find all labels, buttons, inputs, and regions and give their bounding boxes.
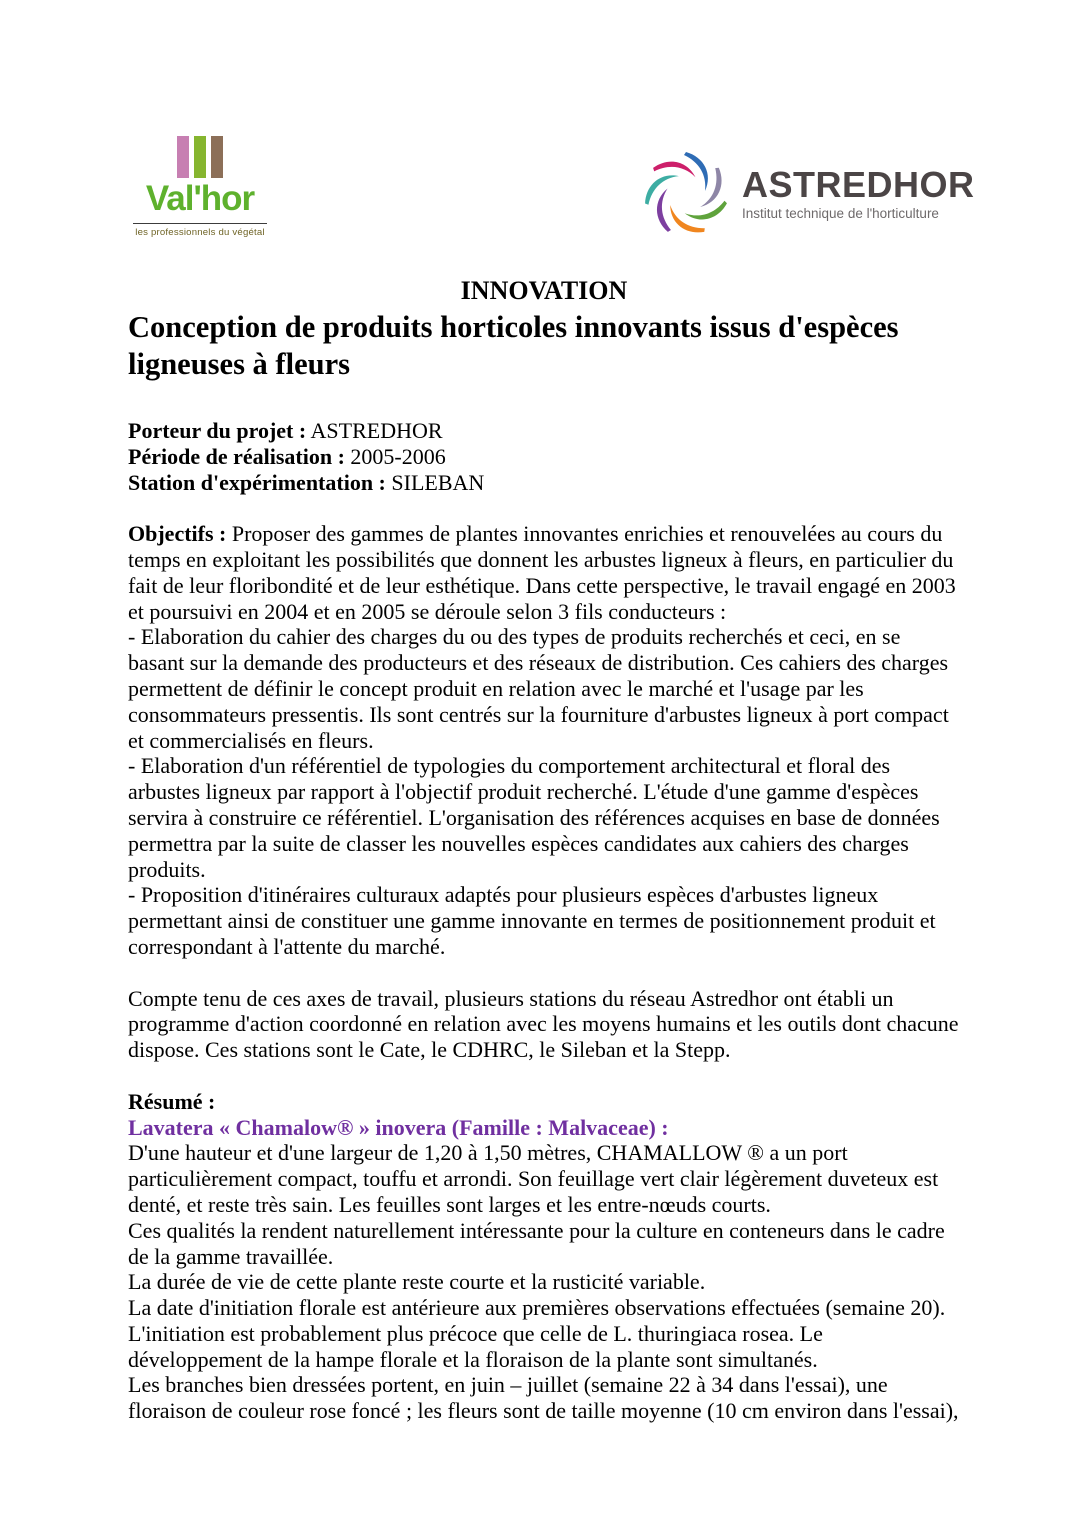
document-content: [128, 274, 960, 1424]
resume-paragraph: Les branches bien dressées portent, en juin – juillet (semaine 22 à 34 dans l'essai), une floraison de couleur rose foncé ; les fleurs sont de taille moyenne (10 cm environ dans l'essai),: [128, 1372, 959, 1424]
bullet-cahier-des-charges: - Elaboration du cahier des charges du ou des types de produits recherchés et ceci, en se basant sur la demande des producteurs et des réseaux de distribution. Ces cahiers des charges permettent de définir le concept produit en relation avec le marché et l'usage par les consommateurs pressentis. Ils sont centrés sur la fourniture d'arbustes ligneux à port compact et commercialisés en fleurs.: [128, 624, 949, 753]
objectifs-paragraph: [128, 521, 960, 624]
astredhor-flower-icon: [636, 144, 736, 244]
resume-paragraph: L'initiation est probablement plus précoce que celle de L. thuringiaca rosea. Le développement de la hampe florale et la floraison de la plante sont simultanés.: [128, 1320, 823, 1372]
resume-species-heading: Lavatera « Chamalow® » inovera (Famille : Malvaceae) :: [128, 1114, 669, 1140]
valhor-stripe-pink: [177, 136, 189, 178]
meta-row-periode: [128, 444, 960, 470]
meta-row-porteur: [128, 418, 960, 444]
objectifs-label: Objectifs :: [128, 521, 227, 547]
bullet-itineraires: - Proposition d'itinéraires culturaux adaptés pour plusieurs espèces d'arbustes ligneux permettant ainsi de constituer une gamme innovante en termes de positionnement produit et correspondant à l'attente du marché.: [128, 882, 936, 959]
valhor-tagline: les professionnels du végétal: [133, 223, 267, 238]
meta-value: 2005-2006: [350, 443, 446, 469]
valhor-stripe-brown: [211, 136, 223, 178]
meta-value: ASTREDHOR: [310, 418, 443, 443]
astredhor-logo-text: ASTREDHOR: [742, 164, 975, 205]
resume-paragraph: La date d'initiation florale est antérieure aux premières observations effectuées (semaine 20).: [128, 1295, 946, 1321]
resume-label: Résumé :: [128, 1088, 216, 1114]
valhor-stripe-green: [194, 136, 206, 178]
section-kicker: INNOVATION: [460, 276, 628, 305]
meta-label: Station d'expérimentation :: [128, 469, 386, 495]
meta-label: Porteur du projet :: [128, 418, 307, 443]
meta-row-station: [128, 470, 960, 496]
page-title: Conception de produits horticoles innovants issus d'espèces ligneuses à fleurs: [128, 310, 899, 381]
resume-paragraph: D'une hauteur et d'une largeur de 1,20 à 1,50 mètres, CHAMALLOW ® a un port particulièrement compact, touffu et arrondi. Son feuillage vert clair légèrement duveteux est denté, et reste très sain. Les feuilles sont larges et les entre-nœuds courts.: [128, 1140, 939, 1217]
astredhor-tagline: Institut technique de l'horticulture: [742, 206, 939, 221]
meta-label: Période de réalisation :: [128, 443, 345, 469]
resume-paragraph: La durée de vie de cette plante reste courte et la rusticité variable.: [128, 1269, 706, 1295]
project-meta: [128, 418, 960, 495]
resume-paragraph: Ces qualités la rendent naturellement intéressante pour la culture en conteneurs dans le cadre de la gamme travaillée.: [128, 1217, 945, 1269]
paragraph-compte-tenu: Compte tenu de ces axes de travail, plusieurs stations du réseau Astredhor ont établi un programme d'action coordonné en relation avec les moyens humains et les outils dont chacune dispose. Ces stations sont le Cate, le CDHRC, le Sileban et la Stepp.: [128, 985, 959, 1063]
astredhor-logo: [636, 144, 975, 244]
objectifs-text: Proposer des gammes de plantes innovantes enrichies et renouvelées au cours du temps en exploitant les possibilités que donnent les arbustes ligneux à fleurs, en particulier du fait de leur floribondité et de leur esthétique. Dans cette perspective, le travail engagé en 2003 et poursuivi en 2004 et en 2005 se déroule selon 3 fils conducteurs :: [128, 521, 956, 624]
valhor-stripes-icon: [133, 136, 267, 178]
meta-value: SILEBAN: [391, 469, 485, 495]
bullet-referentiel: - Elaboration d'un référentiel de typologies du comportement architectural et floral des arbustes ligneux par rapport à l'objectif produit recherché. L'étude d'une gamme d'espèces servira à construire ce référentiel. L'organisation des références acquises en base de données permettra par la suite de classer les nouvelles espèces candidates aux cahiers des charges produits.: [128, 753, 940, 882]
valhor-logo: [133, 136, 267, 238]
valhor-logo-text: Val'hor: [145, 179, 255, 218]
